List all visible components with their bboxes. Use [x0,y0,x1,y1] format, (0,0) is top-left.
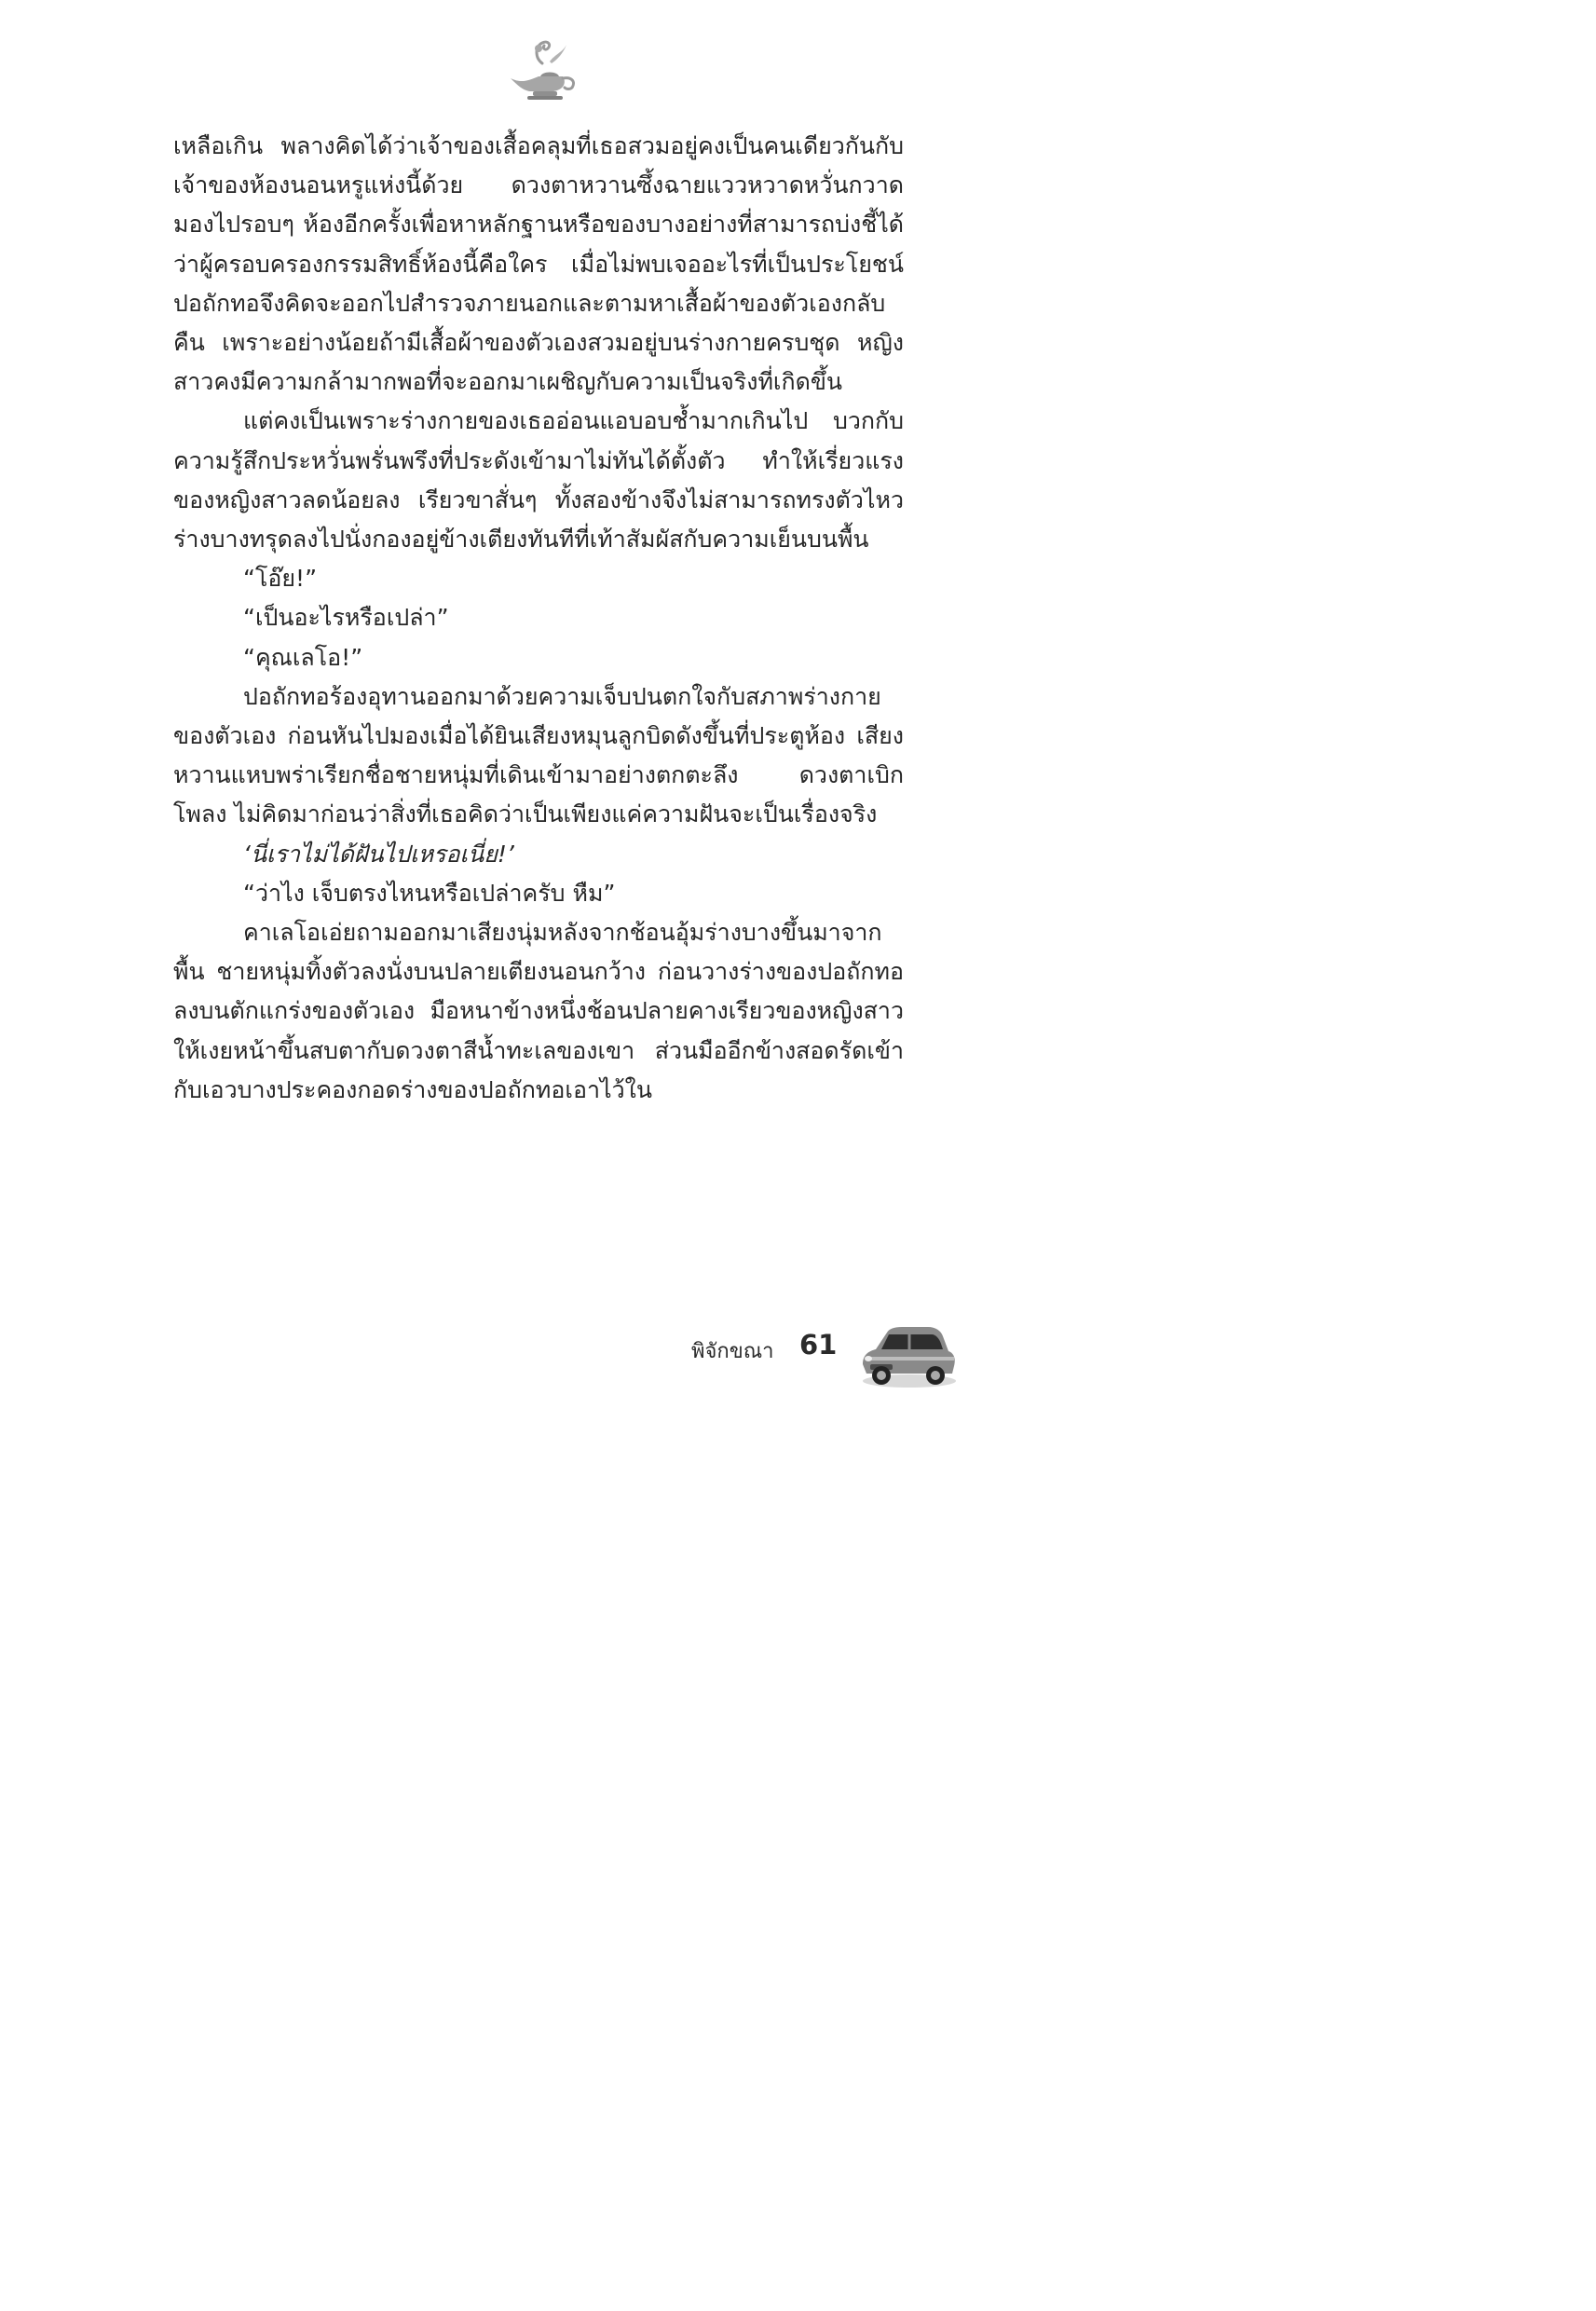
dialog-line-4: “ว่าไง เจ็บตรงไหนหรือเปล่าครับ หืม” [243,879,616,907]
paragraph-1: เหลือเกิน พลางคิดได้ว่าเจ้าของเสื้อคลุมที่เธอสวมอยู่คงเป็นคนเดียวกันกับเจ้าของห้องนอนหรูแห่งนี้ด้วย ดวงตาหวานซึ้งฉายแววหวาดหวั่นกวาดมองไปรอบๆ ห้องอีกครั้งเพื่อหาหลักฐานหรือของบางอย่างที่สามารถบ่งชี้ได้ว่าผู้ครอบครองกรรมสิทธิ์ห้องนี้คือใคร เมื่อไม่พบเจออะไรที่เป็นประโยชน์ ปอถักทอจึงคิดจะออกไปสำรวจภายนอกและตามหาเสื้อผ้าของตัวเองกลับคืน เพราะอย่างน้อยถ้ามีเสื้อผ้าของตัวเองสวมอยู่บนร่างกายครบชุด หญิงสาวคงมีความกล้ามากพอที่จะออกมาเผชิญกับความเป็นจริงที่เกิดขึ้น [173,132,904,396]
paragraph-3: ปอถักทอร้องอุทานออกมาด้วยความเจ็บปนตกใจกับสภาพร่างกายของตัวเอง ก่อนหันไปมองเมื่อได้ยินเสียงหมุนลูกบิดดังขึ้นที่ประตูห้อง เสียงหวานแหบพร่าเรียกชื่อชายหนุ่มที่เดินเข้ามาอย่างตกตะลึง ดวงตาเบิกโพลง ไม่คิดมาก่อนว่าสิ่งที่เธอคิดว่าเป็นเพียงแค่ความฝันจะเป็นเรื่องจริง [173,682,904,828]
inner-thought: ‘นี่เราไม่ได้ฝันไปเหรอเนี่ย!’ [243,840,514,868]
dialog-line-2: “เป็นอะไรหรือเปล่า” [243,604,449,632]
paragraph-2: แต่คงเป็นเพราะร่างกายของเธออ่อนแอบอบช้ำมากเกินไป บวกกับความรู้สึกประหวั่นพรั่นพรึงที่ประดังเข้ามาไม่ทันได้ตั้งตัว ทำให้เรี่ยวแรงของหญิงสาวลดน้อยลง เรียวขาสั่นๆ ทั้งสองข้างจึงไม่สามารถทรงตัวไหว ร่างบางทรุดลงไปนั่งกองอยู่ข้างเตียงทันทีที่เท้าสัมผัสกับความเย็นบนพื้น [173,407,904,554]
dialog-line-1: “โอ๊ย!” [243,565,318,593]
genie-lamp-icon [501,35,580,103]
paragraph-4: คาเลโอเอ่ยถามออกมาเสียงนุ่มหลังจากช้อนอุ้มร่างบางขึ้นมาจากพื้น ชายหนุ่มทิ้งตัวลงนั่งบนปลายเตียงนอนกว้าง ก่อนวางร่างของปอถักทอลงบนตักแกร่งของตัวเอง มือหนาข้างหนึ่งช้อนปลายคางเรียวของหญิงสาวให้เงยหน้าขึ้นสบตากับดวงตาสีน้ำทะเลของเขา ส่วนมืออีกข้างสอดรัดเข้ากับเอวบางประคองกอดร่างของปอถักทอเอาไว้ใน [173,919,904,1103]
book-title: พิจักขณา [691,1340,774,1363]
story-text [173,127,904,1110]
dialog-line-3: “คุณเลโอ!” [243,643,363,671]
book-page [0,0,1009,1462]
page-number: 61 [799,1329,838,1361]
mini-car-icon [855,1314,960,1392]
